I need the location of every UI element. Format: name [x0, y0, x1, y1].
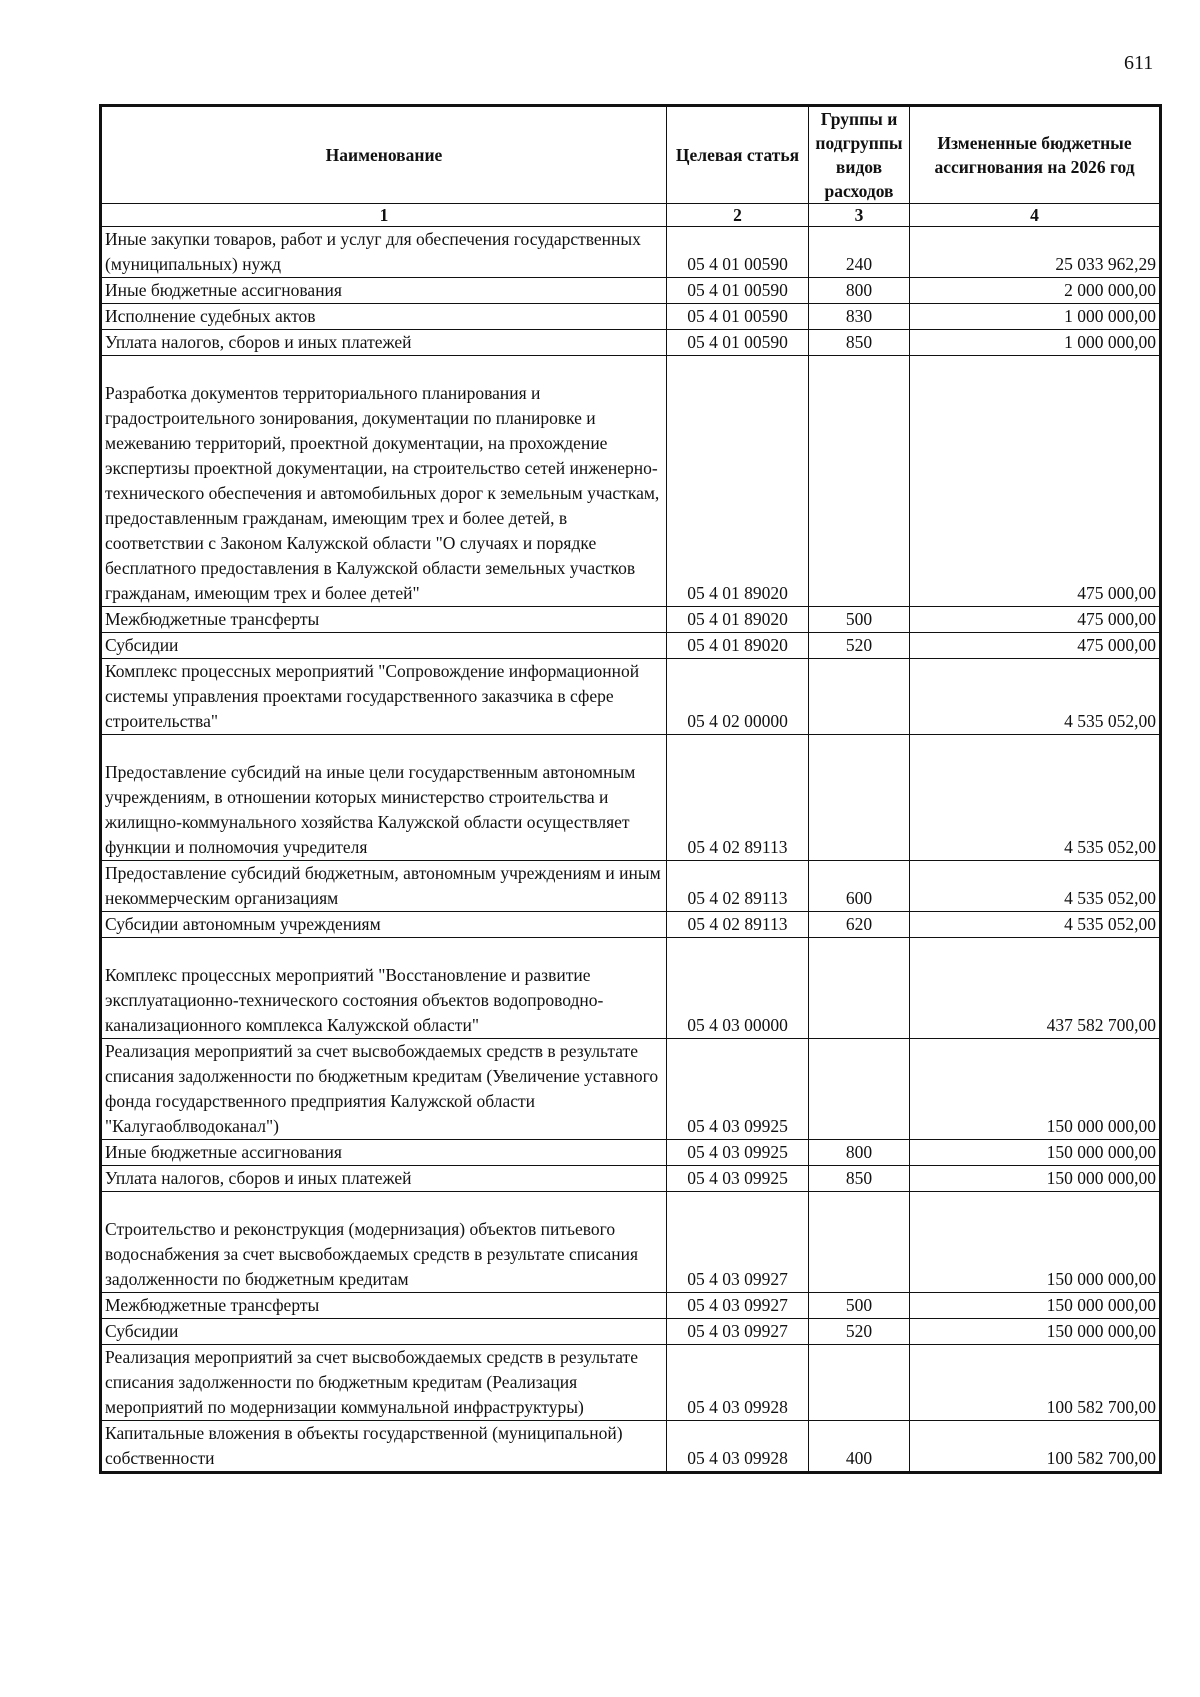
table-row — [101, 633, 1161, 659]
row-group: 400 — [809, 1421, 910, 1473]
column-number: 4 — [910, 204, 1161, 227]
row-amount: 25 033 962,29 — [910, 227, 1161, 278]
table-row — [101, 912, 1161, 938]
row-name: Субсидии — [101, 633, 667, 659]
table-row — [101, 278, 1161, 304]
row-name: Капитальные вложения в объекты государственной (муниципальной) собственности — [101, 1421, 667, 1473]
row-amount: 4 535 052,00 — [910, 659, 1161, 735]
row-name: Реализация мероприятий за счет высвобождаемых средств в результате списания задолженности по бюджетным кредитам (Реализация мероприятий по модернизации коммунальной инфраструктуры) — [101, 1345, 667, 1421]
row-name: Предоставление субсидий на иные цели государственным автономным учреждениям, в отношении которых министерство строительства и жилищно-коммунального хозяйства Калужской области осуществляет функции и полномочия учредителя — [101, 735, 667, 861]
row-name: Исполнение судебных актов — [101, 304, 667, 330]
row-code: 05 4 01 89020 — [667, 356, 809, 607]
row-code: 05 4 03 00000 — [667, 938, 809, 1039]
row-name: Строительство и реконструкция (модернизация) объектов питьевого водоснабжения за счет высвобождаемых средств в результате списания задолженности по бюджетным кредитам — [101, 1192, 667, 1293]
table-row — [101, 1293, 1161, 1319]
row-group: 520 — [809, 1319, 910, 1345]
row-name: Иные закупки товаров, работ и услуг для обеспечения государственных (муниципальных) нужд — [101, 227, 667, 278]
row-amount: 150 000 000,00 — [910, 1319, 1161, 1345]
row-group: 800 — [809, 1140, 910, 1166]
row-code: 05 4 03 09927 — [667, 1293, 809, 1319]
row-group: 500 — [809, 607, 910, 633]
row-group: 850 — [809, 330, 910, 356]
row-group — [809, 356, 910, 607]
row-code: 05 4 02 89113 — [667, 861, 809, 912]
table-row — [101, 1421, 1161, 1473]
row-amount: 150 000 000,00 — [910, 1039, 1161, 1140]
table-row — [101, 356, 1161, 607]
table-row — [101, 659, 1161, 735]
row-group — [809, 659, 910, 735]
row-code: 05 4 02 00000 — [667, 659, 809, 735]
row-group: 800 — [809, 278, 910, 304]
row-name: Предоставление субсидий бюджетным, автономным учреждениям и иным некоммерческим организациям — [101, 861, 667, 912]
row-code: 05 4 03 09928 — [667, 1421, 809, 1473]
row-group: 600 — [809, 861, 910, 912]
row-name: Межбюджетные трансферты — [101, 1293, 667, 1319]
row-amount: 475 000,00 — [910, 633, 1161, 659]
row-amount: 100 582 700,00 — [910, 1421, 1161, 1473]
row-amount: 150 000 000,00 — [910, 1166, 1161, 1192]
row-group: 850 — [809, 1166, 910, 1192]
row-code: 05 4 02 89113 — [667, 912, 809, 938]
column-number: 1 — [101, 204, 667, 227]
row-amount: 2 000 000,00 — [910, 278, 1161, 304]
row-code: 05 4 03 09927 — [667, 1319, 809, 1345]
row-group — [809, 938, 910, 1039]
row-code: 05 4 01 89020 — [667, 633, 809, 659]
budget-table — [99, 104, 1162, 1474]
row-amount: 475 000,00 — [910, 607, 1161, 633]
row-group: 240 — [809, 227, 910, 278]
row-name: Иные бюджетные ассигнования — [101, 1140, 667, 1166]
header-row — [101, 106, 1161, 204]
row-name: Субсидии — [101, 1319, 667, 1345]
row-group: 500 — [809, 1293, 910, 1319]
row-code: 05 4 01 00590 — [667, 278, 809, 304]
row-amount: 4 535 052,00 — [910, 861, 1161, 912]
row-name: Комплекс процессных мероприятий "Восстановление и развитие эксплуатационно-технического состояния объектов водопроводно-канализационного комплекса Калужской области" — [101, 938, 667, 1039]
row-amount: 4 535 052,00 — [910, 735, 1161, 861]
row-group — [809, 735, 910, 861]
row-amount: 437 582 700,00 — [910, 938, 1161, 1039]
row-code: 05 4 03 09928 — [667, 1345, 809, 1421]
row-code: 05 4 01 00590 — [667, 227, 809, 278]
row-amount: 1 000 000,00 — [910, 330, 1161, 356]
row-group: 620 — [809, 912, 910, 938]
row-group: 520 — [809, 633, 910, 659]
row-amount: 150 000 000,00 — [910, 1293, 1161, 1319]
column-numbers-row — [101, 204, 1161, 227]
table-row — [101, 1039, 1161, 1140]
row-code: 05 4 03 09925 — [667, 1140, 809, 1166]
table-row — [101, 1140, 1161, 1166]
row-name: Разработка документов территориального планирования и градостроительного зонирования, документации по планировке и межеванию территорий, проектной документации, на прохождение экспертизы проектной документации, на строительство сетей инженерно-технического обеспечения и автомобильных дорог к земельным участкам, предоставленным гражданам, имеющим трех и более детей, в соответствии с Законом Калужской области "О случаях и порядке бесплатного предоставления в Калужской области земельных участков гражданам, имеющим трех и более детей" — [101, 356, 667, 607]
row-name: Уплата налогов, сборов и иных платежей — [101, 1166, 667, 1192]
header-name: Наименование — [101, 106, 667, 204]
row-amount: 475 000,00 — [910, 356, 1161, 607]
page-number: 611 — [1124, 52, 1154, 74]
column-number: 2 — [667, 204, 809, 227]
table-row — [101, 1192, 1161, 1293]
row-name: Межбюджетные трансферты — [101, 607, 667, 633]
table-row — [101, 938, 1161, 1039]
row-amount: 150 000 000,00 — [910, 1140, 1161, 1166]
row-amount: 4 535 052,00 — [910, 912, 1161, 938]
row-code: 05 4 01 89020 — [667, 607, 809, 633]
row-name: Реализация мероприятий за счет высвобождаемых средств в результате списания задолженности по бюджетным кредитам (Увеличение уставного фонда государственного предприятия Калужской области "Калугаоблводоканал") — [101, 1039, 667, 1140]
row-code: 05 4 02 89113 — [667, 735, 809, 861]
row-name: Субсидии автономным учреждениям — [101, 912, 667, 938]
table-row — [101, 735, 1161, 861]
table-row — [101, 1319, 1161, 1345]
row-code: 05 4 03 09925 — [667, 1166, 809, 1192]
row-amount: 150 000 000,00 — [910, 1192, 1161, 1293]
table-row — [101, 227, 1161, 278]
table-row — [101, 1166, 1161, 1192]
row-code: 05 4 03 09927 — [667, 1192, 809, 1293]
row-group — [809, 1192, 910, 1293]
row-code: 05 4 01 00590 — [667, 330, 809, 356]
row-name: Комплекс процессных мероприятий "Сопровождение информационной системы управления проектами государственного заказчика в сфере строительства" — [101, 659, 667, 735]
row-group — [809, 1039, 910, 1140]
row-code: 05 4 03 09925 — [667, 1039, 809, 1140]
row-group — [809, 1345, 910, 1421]
header-code: Целевая статья — [667, 106, 809, 204]
table-row — [101, 330, 1161, 356]
row-name: Уплата налогов, сборов и иных платежей — [101, 330, 667, 356]
row-amount: 1 000 000,00 — [910, 304, 1161, 330]
row-name: Иные бюджетные ассигнования — [101, 278, 667, 304]
table-row — [101, 861, 1161, 912]
header-group: Группы и подгруппы видов расходов — [809, 106, 910, 204]
table-row — [101, 304, 1161, 330]
row-code: 05 4 01 00590 — [667, 304, 809, 330]
table-row — [101, 1345, 1161, 1421]
header-amount: Измененные бюджетные ассигнования на 2026 год — [910, 106, 1161, 204]
row-group: 830 — [809, 304, 910, 330]
row-amount: 100 582 700,00 — [910, 1345, 1161, 1421]
column-number: 3 — [809, 204, 910, 227]
table-row — [101, 607, 1161, 633]
